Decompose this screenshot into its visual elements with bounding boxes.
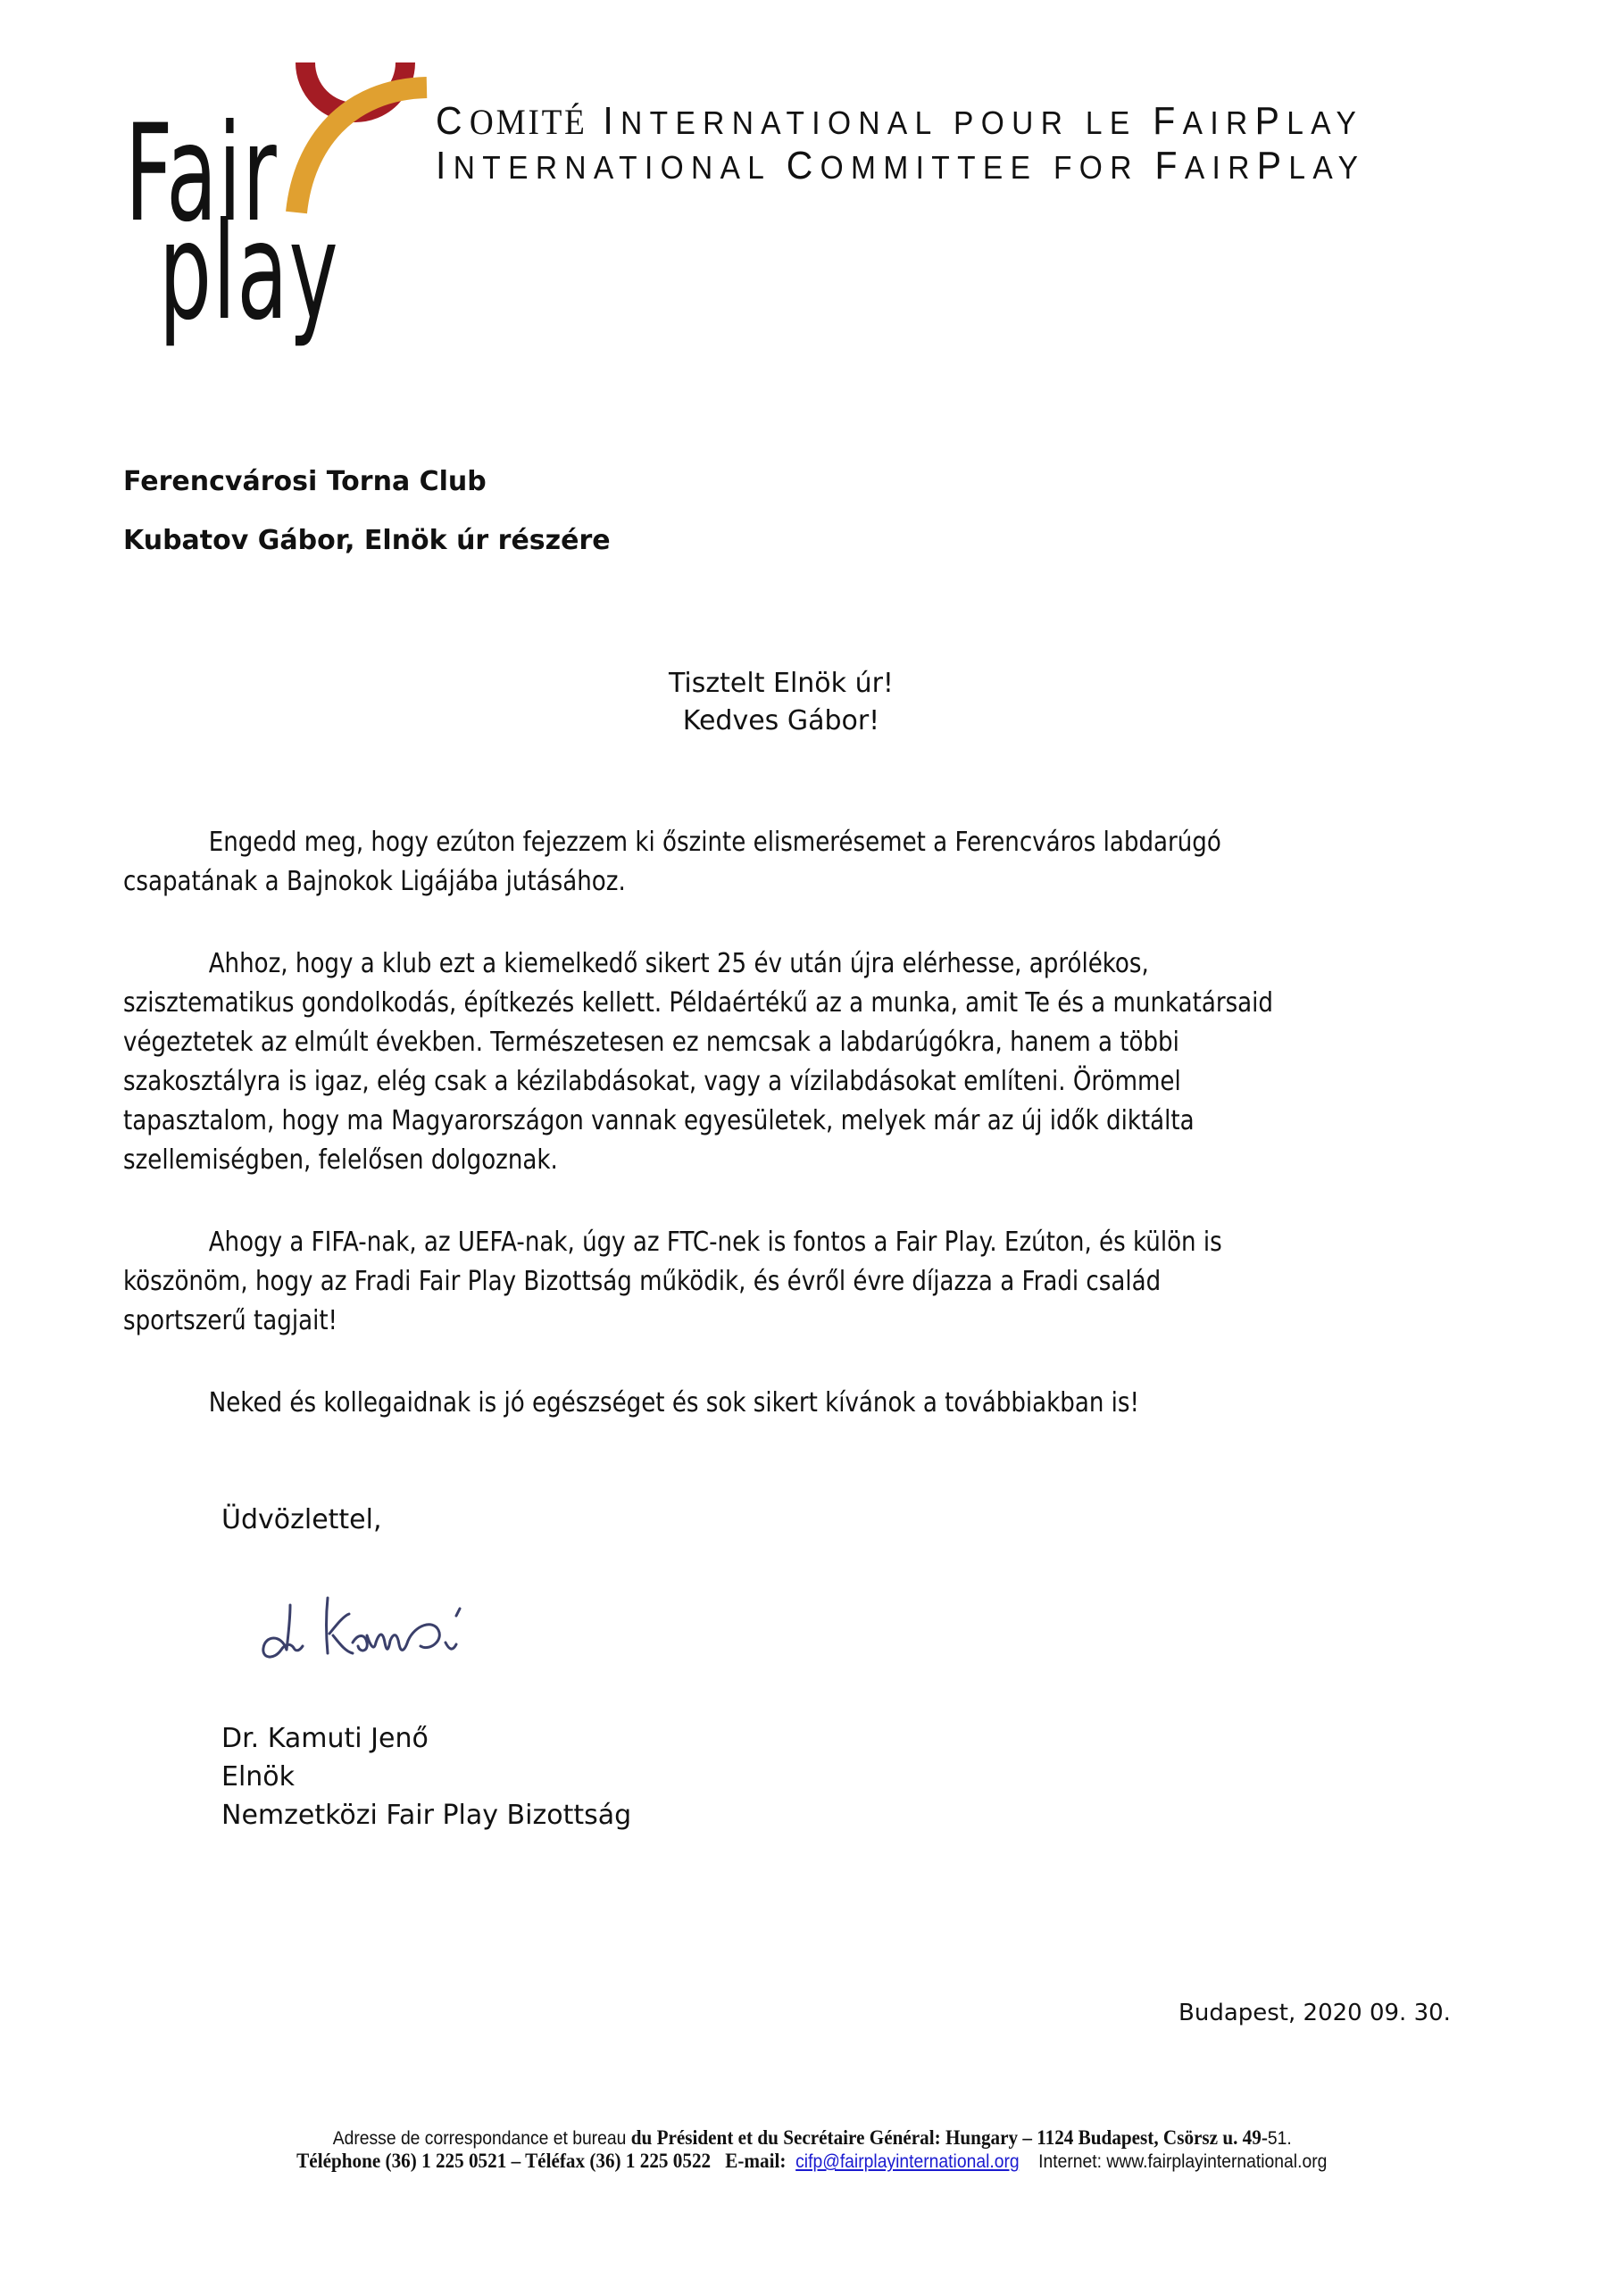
paragraph-line: szellemiségben, felelősen dolgoznak.	[123, 1144, 558, 1176]
title-fr-initial-i: I	[603, 99, 621, 143]
signature-stroke-dr	[263, 1605, 303, 1657]
paragraph-line: tapasztalom, hogy ma Magyarországon vannak egyesületek, melyek már az új idők diktálta	[123, 1105, 1195, 1136]
footer-contact-line	[296, 2150, 1327, 2173]
body-paragraph-4	[123, 1384, 1291, 1423]
recipient-organization: Ferencvárosi Torna Club	[123, 466, 487, 497]
paragraph-line: sportszerű tagjait!	[123, 1305, 338, 1336]
signature-stroke-k	[327, 1598, 354, 1653]
signatory-organization: Nemzetközi Fair Play Bizottság	[221, 1800, 632, 1831]
salutation-personal: Kedves Gábor!	[682, 705, 880, 736]
paragraph-line: köszönöm, hogy az Fradi Fair Play Bizottság működik, és évről évre díjazza a Fradi család	[123, 1266, 1162, 1297]
title-en-fair: AIR	[1184, 149, 1257, 186]
title-en-initial-c: C	[786, 144, 820, 187]
title-fr-initial-p: P	[1254, 99, 1287, 143]
signature-stroke-amuti	[353, 1625, 456, 1651]
signatory-name: Dr. Kamuti Jenő	[221, 1723, 429, 1754]
handwritten-signature-icon	[254, 1580, 558, 1678]
logo-word-fair: Fair	[125, 96, 278, 252]
title-fr-play: LAY	[1287, 104, 1364, 141]
org-title-french	[436, 100, 1365, 145]
paragraph-line: végeztetek az elmúlt években. Természetesen ez nemcsak a labdarúgókra, hanem a többi	[123, 1027, 1179, 1058]
title-fr-fair: AIR	[1182, 104, 1255, 141]
footer-address-line	[332, 2126, 1291, 2150]
recipient-person: Kubatov Gábor, Elnök úr részére	[123, 525, 611, 556]
footer-phone-fax: Téléphone (36) 1 225 0521 – Téléfax (36) 1 225 0522	[296, 2150, 712, 2172]
paragraph-line: Neked és kollegaidnak is jó egészséget és sok sikert kívánok a továbbiakban is!	[208, 1387, 1139, 1418]
title-fr-initial-f: F	[1153, 99, 1183, 143]
organization-titles	[436, 100, 1436, 189]
letter-date: Budapest, 2020 09. 30.	[1178, 2000, 1451, 2026]
title-fr-international: NTERNATIONAL POUR LE	[620, 104, 1137, 141]
signatory-title: Elnök	[221, 1761, 296, 1793]
footer-address-value: du Président et du Secrétaire Général: Hungary – 1124 Budapest, Csörsz u. 49-	[630, 2126, 1268, 2149]
paragraph-line: szisztematikus gondolkodás, építkezés kellett. Példaértékű az a munka, amit Te és a munkatársaid	[123, 987, 1274, 1019]
title-fr-initial-c: C	[436, 99, 470, 143]
footer-address-suffix: 51.	[1267, 2128, 1292, 2149]
footer-address	[0, 2126, 1624, 2150]
body-paragraph-2	[123, 944, 1445, 1180]
closing-greeting: Üdvözlettel,	[221, 1504, 382, 1535]
body-paragraph-3	[123, 1223, 1387, 1341]
body-paragraph-1	[123, 823, 1386, 902]
title-en-international: NTERNATIONAL	[453, 149, 771, 186]
paragraph-line: Engedd meg, hogy ezúton fejezzem ki őszinte elismerésemet a Ferencváros labdarúgó	[208, 827, 1221, 858]
title-en-initial-i: I	[436, 144, 454, 187]
title-en-initial-f: F	[1154, 144, 1185, 187]
title-en-play: LAY	[1288, 149, 1366, 186]
footer-internet: Internet: www.fairplayinternational.org	[1038, 2151, 1328, 2172]
title-fr-comite: OMITÉ	[469, 102, 587, 142]
title-en-committee: OMMITTEE FOR	[820, 149, 1139, 186]
footer-contact	[0, 2150, 1624, 2173]
org-title-english	[436, 145, 1365, 189]
signature-stroke-accent	[456, 1609, 460, 1616]
footer-address-label: Adresse de correspondance et bureau	[332, 2128, 627, 2149]
salutation-formal: Tisztelt Elnök úr!	[669, 668, 894, 699]
footer-email-link[interactable]: cifp@fairplayinternational.org	[795, 2151, 1020, 2172]
logo-word-play: play	[159, 195, 339, 350]
paragraph-line: Ahogy a FIFA-nak, az UEFA-nak, úgy az FTC-nek is fontos a Fair Play. Ezúton, és külön is	[208, 1227, 1222, 1258]
footer-email-label: E-mail:	[725, 2150, 787, 2172]
paragraph-line: csapatának a Bajnokok Ligájába jutásához.	[123, 866, 626, 897]
fairplay-swoosh-icon	[286, 54, 429, 214]
paragraph-line: szakosztályra is igaz, elég csak a kézilabdásokat, vagy a vízilabdásokat említeni. Örömmel	[123, 1066, 1181, 1097]
title-en-initial-p: P	[1256, 144, 1289, 187]
fairplay-logo	[116, 62, 420, 350]
paragraph-line: Ahhoz, hogy a klub ezt a kiemelkedő sikert 25 év után újra elérhesse, aprólékos,	[208, 948, 1149, 979]
